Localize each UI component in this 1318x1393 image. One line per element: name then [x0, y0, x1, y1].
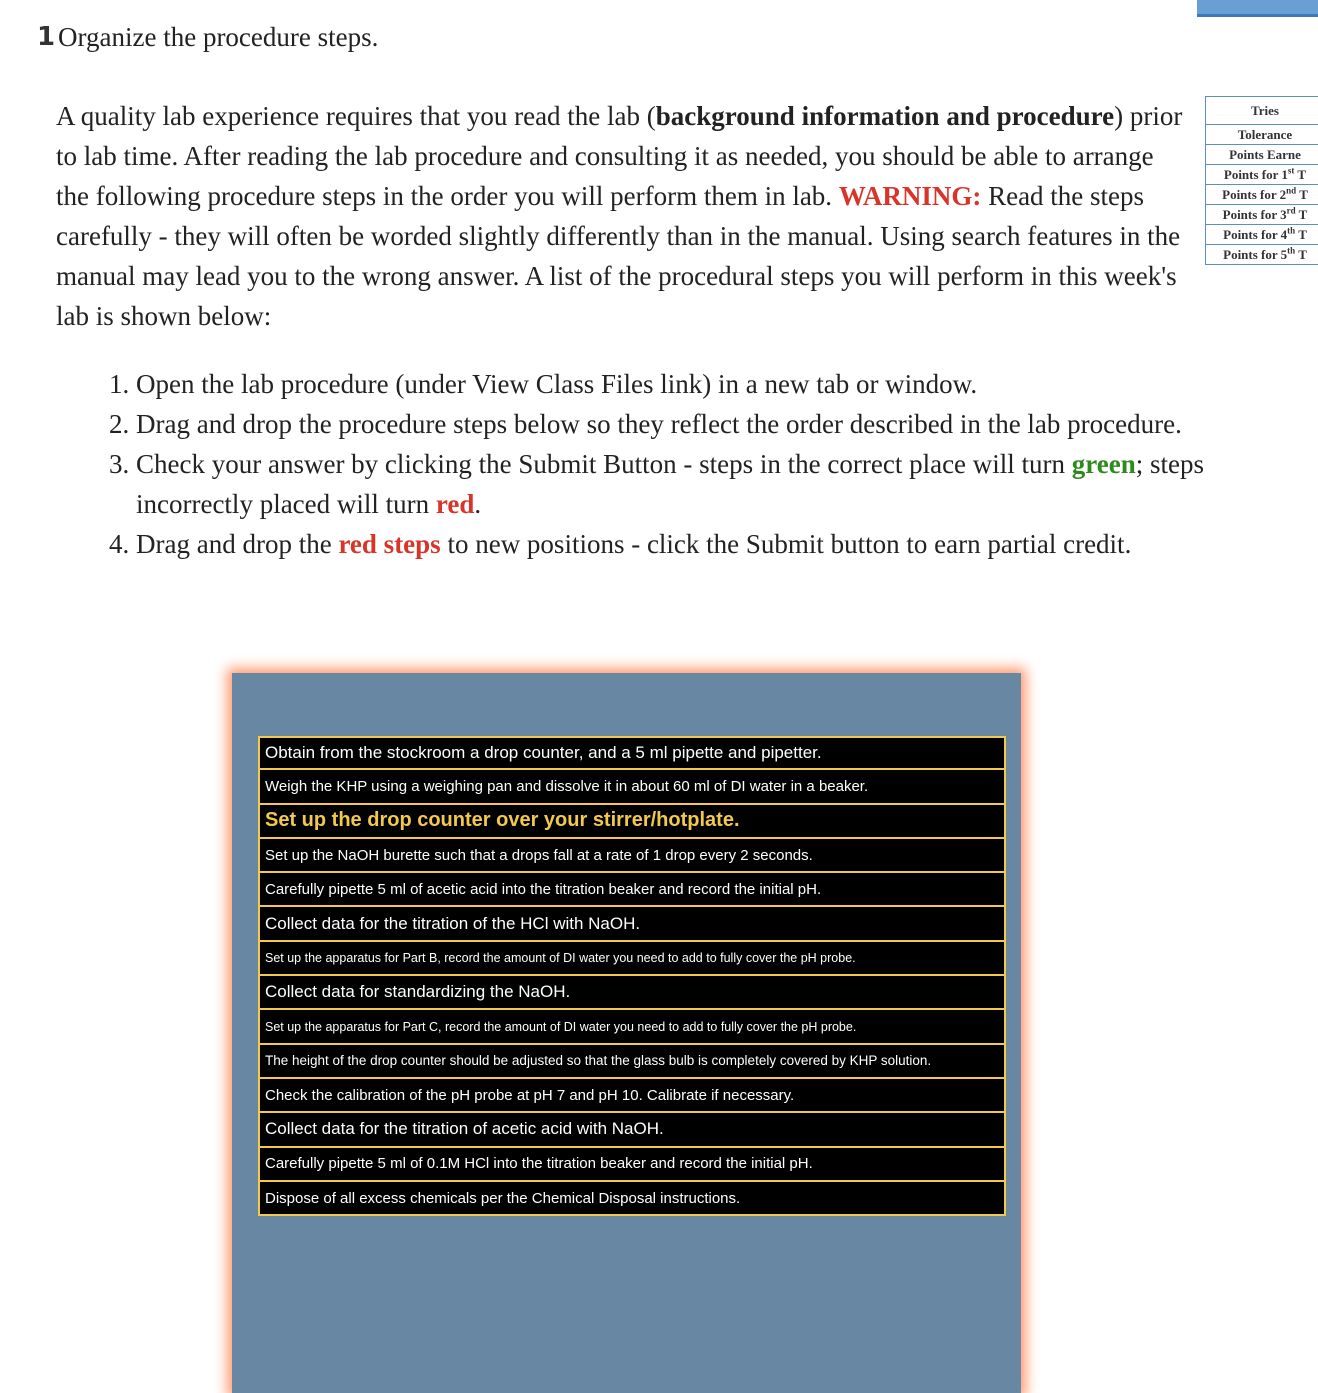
procedure-step[interactable]: Carefully pipette 5 ml of 0.1M HCl into the titration beaker and record the initial pH. [258, 1148, 1006, 1182]
red-steps-word: red steps [338, 529, 440, 559]
ordinal: th [1287, 226, 1295, 236]
points-tail: T [1295, 227, 1307, 242]
points-5th-cell [1206, 245, 1318, 265]
question-number: 1 [37, 20, 55, 54]
points-label: Points for 2 [1222, 187, 1286, 202]
instruction-text: Open the lab procedure (under View Class Files link) in a new tab or window. [136, 369, 977, 399]
procedure-step[interactable]: Weigh the KHP using a weighing pan and dissolve it in about 60 ml of DI water in a beaker. [258, 770, 1006, 804]
instruction-text: to new positions - click the Submit button to earn partial credit. [441, 529, 1132, 559]
procedure-steps-list [258, 736, 1006, 1216]
procedure-step-selected[interactable]: Set up the drop counter over your stirrer/hotplate. [258, 805, 1006, 839]
procedure-step[interactable]: Obtain from the stockroom a drop counter, and a 5 ml pipette and pipetter. [258, 736, 1006, 770]
procedure-step[interactable]: Check the calibration of the pH probe at pH 7 and pH 10. Calibrate if necessary. [258, 1079, 1006, 1113]
procedure-step[interactable]: Set up the NaOH burette such that a drops fall at a rate of 1 drop every 2 seconds. [258, 839, 1006, 873]
instruction-text: Drag and drop the [136, 529, 338, 559]
points-tail: T [1296, 207, 1308, 222]
procedure-step[interactable]: Collect data for the titration of acetic acid with NaOH. [258, 1113, 1006, 1147]
ordinal: nd [1286, 186, 1296, 196]
instruction-text: Drag and drop the procedure steps below so they reflect the order described in the lab procedure. [136, 409, 1182, 439]
points-3rd-cell [1206, 205, 1318, 225]
tries-cell: Tries [1206, 97, 1318, 125]
intro-text-2: ) prior to lab time. After reading the lab procedure and consulting it as needed, you should be able to arrange the following procedure steps in the order you will perform them in lab. [56, 101, 1182, 211]
points-label: Points for 5 [1223, 247, 1287, 262]
procedure-step[interactable]: Collect data for the titration of the HCl with NaOH. [258, 907, 1006, 941]
instruction-1 [136, 364, 1276, 404]
instruction-text: . [474, 489, 481, 519]
instruction-2 [136, 404, 1276, 444]
tolerance-cell: Tolerance [1206, 125, 1318, 145]
red-word: red [436, 489, 475, 519]
instruction-4 [136, 524, 1276, 564]
score-table [1205, 96, 1318, 265]
points-4th-cell [1206, 225, 1318, 245]
intro-text-1: A quality lab experience requires that you read the lab ( [56, 101, 656, 131]
procedure-step[interactable]: Set up the apparatus for Part C, record the amount of DI water you need to add to fully cover the pH probe. [258, 1010, 1006, 1044]
green-word: green [1072, 449, 1136, 479]
points-tail: T [1294, 167, 1306, 182]
ordinal: th [1287, 246, 1295, 256]
ordinal: rd [1287, 206, 1296, 216]
intro-bold: background information and procedure [656, 101, 1114, 131]
instruction-3 [136, 444, 1276, 524]
instructions-list [56, 364, 1276, 564]
ordinal: st [1288, 166, 1295, 176]
procedure-step[interactable]: Dispose of all excess chemicals per the Chemical Disposal instructions. [258, 1182, 1006, 1216]
warning-label: WARNING: [839, 181, 982, 211]
points-earned-cell: Points Earne [1206, 145, 1318, 165]
points-label: Points for 4 [1223, 227, 1287, 242]
points-label: Points for 1 [1224, 167, 1288, 182]
instruction-text: Check your answer by clicking the Submit Button - steps in the correct place will turn [136, 449, 1072, 479]
top-tab[interactable] [1197, 0, 1318, 17]
procedure-step[interactable]: Collect data for standardizing the NaOH. [258, 976, 1006, 1010]
points-2nd-cell [1206, 185, 1318, 205]
intro-paragraph [56, 96, 1186, 336]
question-title: Organize the procedure steps. [58, 20, 378, 54]
points-label: Points for 3 [1223, 207, 1287, 222]
instruction-text: ; steps incorrectly placed will turn [136, 449, 1204, 519]
intro-text-3: Read the steps carefully - they will often be worded slightly differently than in the manual. Using search features in the manual may lead you to the wrong answer. A list of the procedural steps you will perform in this week's lab is shown below: [56, 181, 1180, 331]
procedure-step[interactable]: Carefully pipette 5 ml of acetic acid into the titration beaker and record the initial pH. [258, 873, 1006, 907]
procedure-step[interactable]: Set up the apparatus for Part B, record the amount of DI water you need to add to fully cover the pH probe. [258, 942, 1006, 976]
procedure-step[interactable]: The height of the drop counter should be adjusted so that the glass bulb is completely covered by KHP solution. [258, 1045, 1006, 1079]
points-tail: T [1296, 187, 1308, 202]
points-tail: T [1295, 247, 1307, 262]
points-1st-cell [1206, 165, 1318, 185]
